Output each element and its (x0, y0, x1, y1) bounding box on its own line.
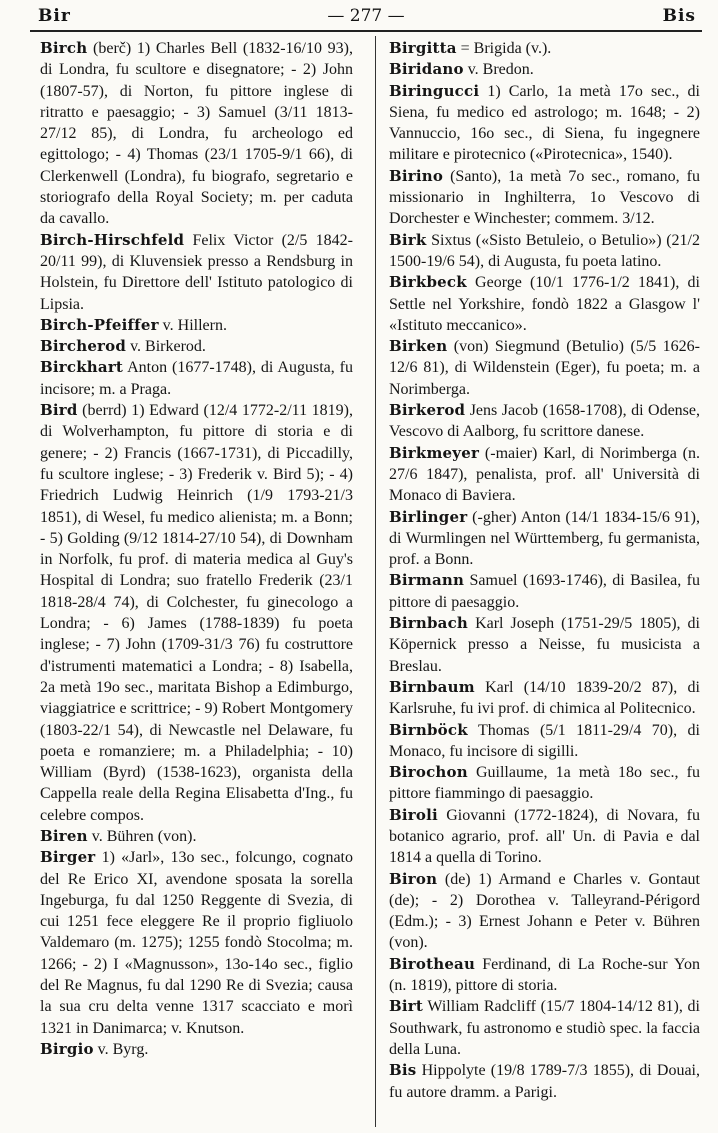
dictionary-entry (40, 315, 353, 336)
dictionary-entry (389, 272, 700, 336)
dictionary-entry (40, 336, 353, 357)
entry-body: Thomas (5/1 1811-29/4 70), di Monaco, fu incisore di sigilli. (389, 721, 700, 760)
entry-body: Hippolyte (19/8 1789-7/3 1855), di Douai, fu autore dramm. a Parigi. (389, 1062, 700, 1101)
dictionary-entry (389, 81, 700, 166)
dictionary-entry (389, 443, 700, 507)
entry-headword: Birnböck (389, 720, 468, 739)
dictionary-entry (389, 869, 700, 954)
entry-headword: Birckhart (40, 358, 124, 377)
entry-headword: Bird (40, 401, 78, 420)
dictionary-entry (389, 954, 700, 997)
dictionary-entry (389, 805, 700, 869)
entry-headword: Biron (389, 869, 438, 888)
entry-headword: Bircherod (40, 337, 127, 356)
header-left-guideword: Bir (38, 6, 71, 26)
entry-headword: Biren (40, 826, 88, 845)
entry-body: v. Hillern. (158, 316, 227, 334)
dictionary-entry (389, 570, 700, 613)
dictionary-entry (389, 720, 700, 763)
entry-body: William Radcliff (15/7 1804-14/12 81), di Southwark, fu astronomo e studiò spec. la faccia della Luna. (389, 998, 700, 1058)
entry-headword: Biringucci (389, 81, 480, 100)
entry-body: (-maier) Karl, di Norimberga (n. 27/6 1847), penalista, prof. all' Università di Monaco di Baviera. (389, 444, 700, 505)
entry-headword: Birino (389, 166, 444, 185)
entry-headword: Birk (389, 230, 427, 249)
entry-body: 1) Carlo, 1a metà 17o sec., di Siena, fu medico ed astrologo; m. 1648; - 2) Vannuccio, 16o sec., di Siena, fu ingegnere militare e pirotecnico («Pirotecnica», 1540). (389, 82, 700, 164)
entry-body: Karl (14/10 1839-20/2 87), di Karlsruhe, fu ivi prof. di chimica al Politecnico. (389, 678, 700, 718)
entry-body: Felix Victor (2/5 1842-20/11 99), di Kluvensiek presso a Rendsburg in Holstein, fu Direttore dell' Istituto patologico di Lipsia. (40, 231, 353, 313)
entry-headword: Birch-Pfeiffer (40, 315, 159, 334)
entry-body: (Santo), 1a metà 7o sec., romano, fu missionario in Inghilterra, 1o Vescovo di Dorchester e Winchester; commem. 3/12. (389, 167, 700, 228)
dictionary-entry (389, 762, 700, 805)
entry-body: Ferdinand, di La Roche-sur Yon (n. 1819), pittore di storia. (389, 955, 700, 995)
entry-body: v. Bühren (von). (87, 827, 197, 845)
entry-body: Sixtus («Sisto Betuleio, o Betulio») (21/2 1500-19/6 54), di Augusta, fu poeta latino. (389, 231, 700, 270)
entry-body: (berč) 1) Charles Bell (1832-16/10 93), di Londra, fu scultore e disegnatore; - 2) John (1807-57), di Norton, fu pittore inglese di ritratto e paesaggio; - 3) Samuel (3/11 1813-27/12 85), di Londra, fu archeologo ed egittologo; - 4) Thomas (23/1 1705-9/1 66), di Clerkenwell (Londra), fu biografo, segretario e storiografo della Royal Society; m. per caduta da cavallo. (40, 40, 353, 228)
entry-headword: Birken (389, 337, 448, 356)
column-divider (375, 36, 376, 1127)
entry-body: = Brigida (v.). (456, 40, 552, 57)
entry-body: Karl Joseph (1751-29/5 1805), di Köpernick presso a Neisse, fu musicista a Breslau. (389, 615, 700, 675)
entry-body: v. Byrg. (93, 1040, 149, 1058)
header-rule (30, 30, 702, 32)
entry-body: Guillaume, 1a metà 18o sec., fu pittore fiammingo di paesaggio. (389, 764, 700, 803)
entry-body: Jens Jacob (1658-1708), di Odense, Vescovo di Aalborg, fu scrittore danese. (389, 402, 700, 441)
entry-body: Giovanni (1772-1824), di Novara, fu botanico agrario, prof. all' Un. di Pavia e dal 1814 a quella di Torino. (389, 806, 700, 867)
dictionary-entry (40, 230, 353, 315)
entry-headword: Birgio (40, 1039, 94, 1058)
entry-body: Samuel (1693-1746), di Basilea, fu pittore di paesaggio. (389, 572, 700, 611)
entry-headword: Bis (389, 1061, 417, 1080)
dictionary-entry (389, 996, 700, 1060)
entry-headword: Birotheau (389, 954, 476, 973)
entry-headword: Birkmeyer (389, 443, 480, 462)
dictionary-entry (389, 507, 700, 571)
entry-headword: Birmann (389, 571, 465, 590)
entry-headword: Birkerod (389, 401, 466, 420)
dictionary-entry (389, 38, 700, 59)
entry-body: George (10/1 1776-1/2 1841), di Settle nel Yorkshire, fondò 1822 a Glasgow l' «Istituto meccanico». (389, 274, 700, 334)
entry-body: Anton (1677-1748), di Augusta, fu incisore; m. a Praga. (40, 359, 353, 398)
entry-headword: Biroli (389, 805, 438, 824)
page-header (36, 4, 696, 28)
dictionary-entry (40, 400, 353, 826)
dictionary-entry (389, 1060, 700, 1103)
dictionary-entry (40, 357, 353, 400)
left-column (40, 38, 353, 1060)
dictionary-entry (389, 336, 700, 400)
entry-headword: Birch (40, 39, 88, 57)
header-right-guideword: Bis (662, 6, 696, 26)
entry-headword: Birgitta (389, 39, 457, 57)
dictionary-entry (389, 230, 700, 273)
entry-headword: Birlinger (389, 507, 468, 526)
entry-body: (von) Siegmund (Betulio) (5/5 1626-12/6 81), di Wildenstein (Eger), fu poeta; m. a Norimberga. (389, 338, 700, 398)
dictionary-entry (40, 1039, 353, 1060)
entry-headword: Birochon (389, 763, 468, 782)
entry-body: v. Bredon. (463, 61, 534, 79)
entry-headword: Birt (389, 997, 424, 1016)
entry-headword: Birch-Hirschfeld (40, 230, 185, 249)
dictionary-entry (389, 400, 700, 443)
entry-headword: Birnbaum (389, 677, 475, 696)
entry-headword: Biridano (389, 60, 464, 79)
entry-body: (berrd) 1) Edward (12/4 1772-2/11 1819), di Wolverhampton, fu pittore di storia e di genere; - 2) Francis (1667-1731), di Piccadilly, fu scultore inglese; - 3) Frederik v. Bird 5); - 4) Friedrich Ludwig Heinrich (1/9 1793-21/3 1851), di Wesel, fu medico alienista; m. a Bonn; - 5) Golding (9/12 1814-27/10 54), di Downham in Norfolk, fu prof. di materia medica al Guy's Hospital di Londra; suo fratello Frederik (23/1 1818-28/4 74), di Colchester, fu ginecologo a Londra; - 6) James (1788-1839) fu poeta inglese; - 7) John (1709-31/3 76) fu costruttore d'istrumenti matematici a Londra; - 8) Isabella, 2a metà 19o sec., maritata Bishop a Edimburgo, viaggiatrice e scrittrice; - 9) Robert Montgomery (1803-22/1 54), di Newcastle nel Delaware, fu poeta e romanziere; m. a Philadelphia; - 10) William (Byrd) (1538-1623), organista della Cappella reale della Regina Elisabetta d'Ing., fu celebre compos. (40, 402, 353, 824)
entry-headword: Birnbach (389, 614, 469, 633)
entry-body: (de) 1) Armand e Charles v. Gontaut (de); - 2) Dorothea v. Talleyrand-Périgord (Edm.); - 3) Ernest Johann e Peter v. Bühren (von). (389, 870, 700, 952)
dictionary-entry (40, 847, 353, 1039)
entry-headword: Birger (40, 848, 96, 867)
page-number: — 277 — (327, 6, 405, 26)
right-column (389, 38, 700, 1103)
dictionary-entry (40, 38, 353, 230)
dictionary-entry (389, 677, 700, 720)
entry-body: v. Birkerod. (126, 338, 206, 356)
dictionary-entry (389, 59, 700, 80)
entry-body: 1) «Jarl», 13o sec., folcungo, cognato del Re Erico XI, avendone sposata la sorella Ingeburga, fu dal 1250 Reggente di Svezia, di cui 1251 fece eleggere Re il proprio figliuolo Valdemaro (m. 1275); 1255 fondò Stocolma; m. 1266; - 2) I «Magnusson», 13o-14o sec., figlio del Re Magnus, fu dal 1290 Re di Svezia; causa la sua cru delta venne 1317 scacciato e morì 1321 in Danimarca; v. Knutson. (40, 849, 353, 1037)
dictionary-entry (389, 166, 700, 230)
dictionary-entry (40, 826, 353, 847)
entry-body: (-gher) Anton (14/1 1834-15/6 91), di Wurmlingen nel Württemberg, fu germanista, prof. a Bonn. (389, 508, 700, 569)
dictionary-entry (389, 613, 700, 677)
entry-headword: Birkbeck (389, 273, 467, 292)
